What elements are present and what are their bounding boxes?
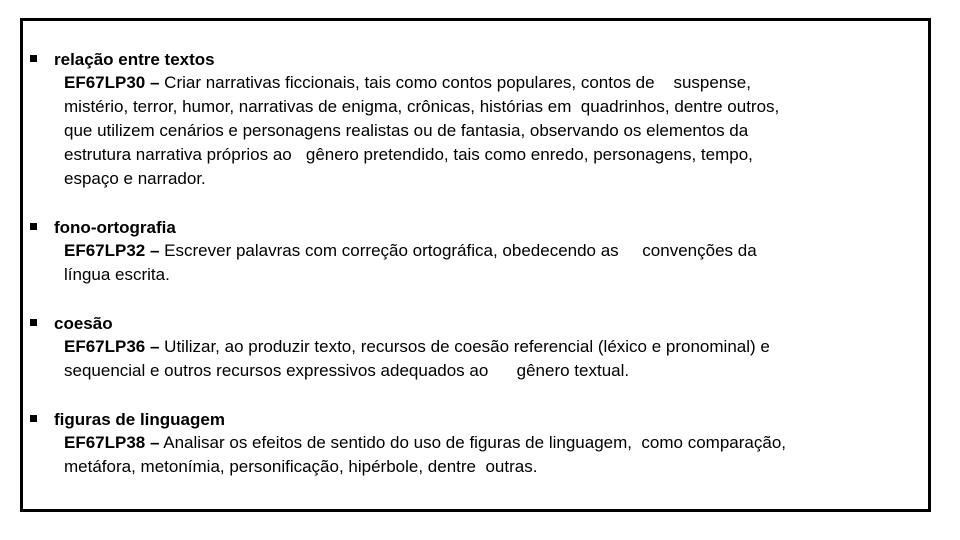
square-bullet-icon [30, 223, 37, 230]
section-description [64, 335, 924, 383]
description-line [64, 239, 924, 263]
description-line: metáfora, metonímia, personificação, hipérbole, dentre outras. [64, 457, 538, 476]
section-heading: relação entre textos [54, 50, 215, 69]
section-heading: figuras de linguagem [54, 410, 225, 429]
skill-code: EF67LP36 – [64, 337, 160, 356]
square-bullet-icon [30, 319, 37, 326]
section-heading-row [30, 217, 930, 239]
description-line [64, 71, 924, 95]
section-heading-row [30, 49, 930, 71]
section-heading: coesão [54, 314, 113, 333]
square-bullet-icon [30, 415, 37, 422]
section-heading: fono-ortografia [54, 218, 176, 237]
section-fono-ortografia [30, 217, 930, 287]
description-line: espaço e narrador. [64, 169, 206, 188]
section-figuras-de-linguagem [30, 409, 930, 479]
description-text: Escrever palavras com correção ortográfica, obedecendo as convenções da [159, 241, 757, 260]
description-line [64, 431, 924, 455]
section-heading-row [30, 313, 930, 335]
section-description [64, 71, 924, 191]
description-line: que utilizem cenários e personagens realistas ou de fantasia, observando os elementos da [64, 121, 749, 140]
skill-code: EF67LP32 – [64, 241, 160, 260]
section-coesao [30, 313, 930, 383]
skill-code: EF67LP30 – [64, 73, 160, 92]
description-line: sequencial e outros recursos expressivos adequados ao gênero textual. [64, 361, 630, 380]
skill-code: EF67LP38 – [64, 433, 160, 452]
section-description [64, 431, 924, 479]
section-heading-row [30, 409, 930, 431]
description-text: Analisar os efeitos de sentido do uso de figuras de linguagem, como comparação, [159, 433, 786, 452]
description-line: estrutura narrativa próprios ao gênero pretendido, tais como enredo, personagens, tempo, [64, 145, 753, 164]
description-line [64, 335, 924, 359]
section-description [64, 239, 924, 287]
description-line: língua escrita. [64, 265, 170, 284]
description-text: Utilizar, ao produzir texto, recursos de coesão referencial (léxico e pronominal) e [159, 337, 770, 356]
section-relacao-entre-textos [30, 49, 930, 191]
description-line: mistério, terror, humor, narrativas de enigma, crônicas, histórias em quadrinhos, dentre outros, [64, 97, 780, 116]
square-bullet-icon [30, 55, 37, 62]
description-text: Criar narrativas ficcionais, tais como contos populares, contos de suspense, [159, 73, 751, 92]
